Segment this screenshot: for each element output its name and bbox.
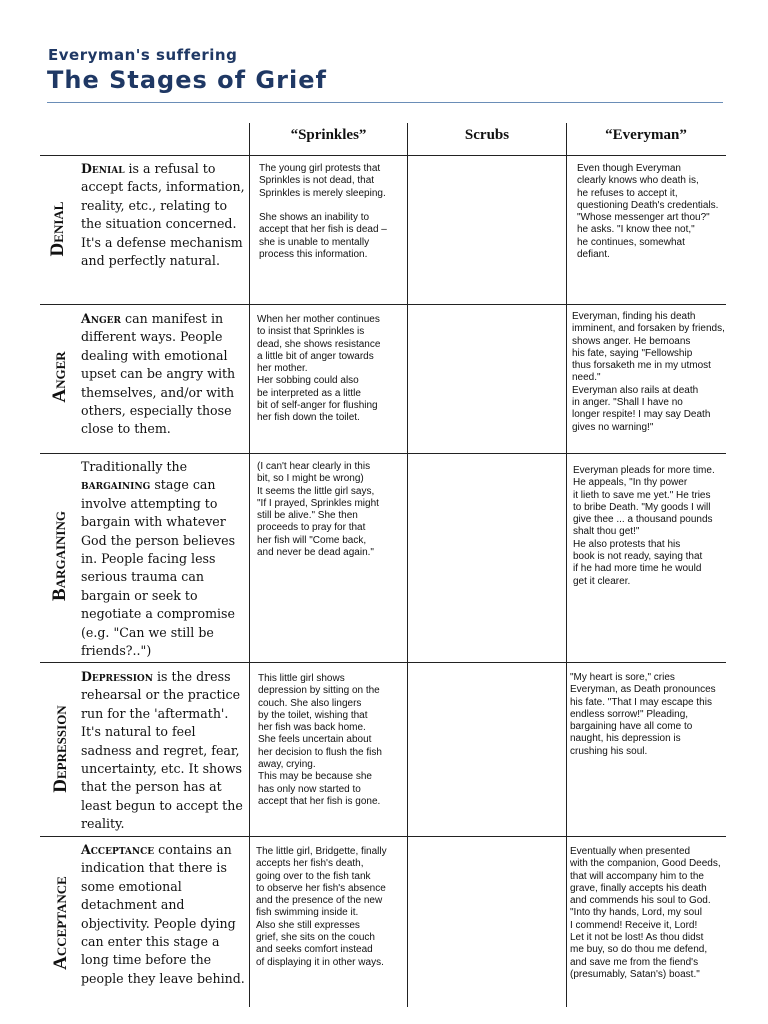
title-rule (47, 102, 723, 103)
row-divider (40, 304, 726, 305)
row-divider (40, 453, 726, 454)
definition-text: can manifest in different ways. People dealing with emotional upset can be angry with themselves, and/or with others, especially those close to them. (81, 311, 236, 437)
stage-definition (81, 668, 246, 834)
everyman-cell: Everyman, finding his death imminent, and forsaken by friends, shows anger. He bemoans his fate, saying "Fellowship thus forsaketh me in my utmost need." Everyman also rails at death in anger. "Shall I have no longer respite! I may say Death gives no warning!" (572, 311, 725, 433)
row-divider (40, 662, 726, 663)
col-divider (407, 123, 408, 1007)
sprinkles-cell: (I can't hear clearly in this bit, so I might be wrong) It seems the little girl says, "If I prayed, Sprinkles might still be alive." She then proceeds to pray for that her fish will "Come back, and never be dead again." (257, 461, 379, 559)
everyman-cell: "My heart is sore," cries Everyman, as Death pronounces his fate. "That I may escape this endless sorrow!" Pleading, bargaining have all come to naught, his depression is crushing his soul. (570, 672, 716, 757)
stage-definition (81, 458, 246, 660)
row-divider (40, 836, 726, 837)
stage-label: Anger (49, 351, 70, 403)
col-divider (566, 123, 567, 1007)
sprinkles-cell: This little girl shows depression by sitting on the couch. She also lingers by the toilet, wishing that her fish was back home. She feels uncertain about her decision to flush the fish away, crying. This may be because she has only now started to accept that her fish is gone. (258, 673, 382, 807)
definition-text: contains an indication that there is some emotional detachment and objectivity. People dying can enter this stage a long time before the people they leave behind. (81, 842, 245, 986)
definition-term: Anger (81, 311, 122, 326)
definition-term: bargaining (81, 477, 151, 493)
definition-text: is a refusal to accept facts, information, reality, etc., relating to the situation concerned. It's a defense mechanism and perfectly natural. (81, 161, 245, 269)
everyman-cell: Eventually when presented with the companion, Good Deeds, that will accompany him to the grave, finally accepts his death and commends his soul to God. "Into thy hands, Lord, my soul I commend! Receive it, Lord! Let it not be lost! As thou didst me buy, so do thou me defend, and save me from the fiend's (presumably, Satan's) boast." (570, 846, 721, 980)
stage-definition (81, 310, 246, 439)
col-divider (249, 123, 250, 1007)
definition-text: stage can involve attempting to bargain with whatever God the person believes in. People facing less serious trauma can bargain or seek to negotiate a compromise (e.g. "Can we still be friends?..") (81, 477, 236, 659)
definition-text: is the dress rehearsal or the practice run for the 'aftermath'. It's natural to feel sadness and regret, fear, uncertainty, etc. It shows that the person has at least begun to accept the reality. (81, 669, 243, 832)
stage-definition (81, 841, 246, 988)
row-divider (40, 155, 726, 156)
stage-label: Acceptance (50, 876, 71, 970)
definition-term: Acceptance (81, 842, 155, 857)
definition-lead-text: Traditionally the (81, 459, 188, 474)
sprinkles-cell: When her mother continues to insist that Sprinkles is dead, she shows resistance a little bit of anger towards her mother. Her sobbing could also be interpreted as a little bit of self-anger for flushing her fish down the toilet. (257, 314, 381, 424)
definition-term: Depression (81, 669, 153, 684)
sprinkles-cell: The young girl protests that Sprinkles is not dead, that Sprinkles is merely sleeping. She shows an inability to accept that her fish is dead – she is unable to mentally process this information. (259, 163, 387, 261)
everyman-cell: Even though Everyman clearly knows who death is, he refuses to accept it, questioning Death's credentials. "Whose messenger art thou?" he asks. "I know thee not," he continues, somewhat defiant. (577, 163, 719, 261)
stage-label: Denial (47, 201, 68, 257)
stage-definition (81, 160, 246, 270)
column-header-scrubs: Scrubs (464, 127, 510, 143)
definition-term: Denial (81, 161, 125, 176)
document-title: The Stages of Grief (47, 66, 327, 94)
document-subtitle: Everyman's suffering (48, 46, 238, 64)
stage-label: Depression (50, 705, 71, 793)
column-header-everyman: “Everyman” (605, 127, 687, 143)
column-header-sprinkles: “Sprinkles” (290, 127, 367, 143)
sprinkles-cell: The little girl, Bridgette, finally accepts her fish's death, going over to the fish tank to observe her fish's absence and the presence of the new fish swimming inside it. Also she still expresses grief, she sits on the couch and seeks comfort instead of displaying it in other ways. (256, 846, 387, 968)
everyman-cell: Everyman pleads for more time. He appeals, "In thy power it lieth to save me yet." He tries to bribe Death. "My goods I will give thee ... a thousand pounds shalt thou get!" He also protests that his book is not ready, saying that if he had more time he would get it clearer. (573, 465, 715, 587)
stage-label: Bargaining (49, 511, 70, 601)
